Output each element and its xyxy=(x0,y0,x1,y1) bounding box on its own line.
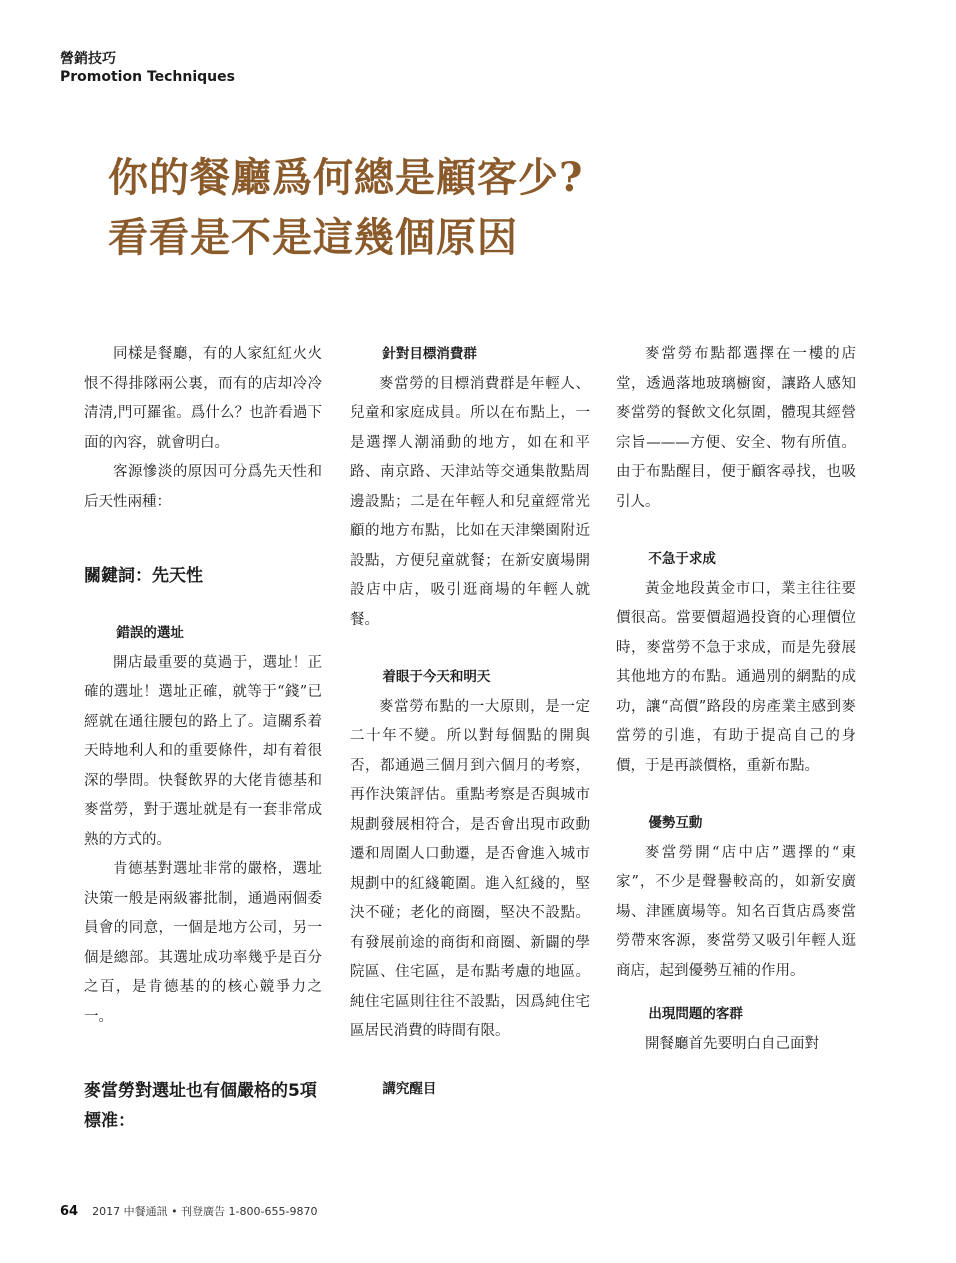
paragraph: 麥當勞布點都選擇在一樓的店堂，透過落地玻璃櫥窗，讓路人感知麥當勞的餐飲文化氛圍，體現其經營宗旨———方便、安全、物有所值。由于布點醒目，便于顧客尋找，也吸引人。 xyxy=(616,346,856,510)
keyword-heading: 關鍵詞：先天性 xyxy=(84,566,203,586)
column-2 xyxy=(350,340,590,1104)
subheading: 講究醒目 xyxy=(382,1080,437,1097)
section-title-en: Promotion Techniques xyxy=(60,69,235,85)
paragraph: 開餐廳首先要明白自己面對 xyxy=(645,1035,819,1052)
footer-text: 2017 中餐通訊 • 刊登廣告 1-800-655-9870 xyxy=(92,1205,318,1218)
keyword-heading: 麥當勞對選址也有個嚴格的5項標准： xyxy=(84,1081,317,1131)
section-header xyxy=(60,50,235,86)
paragraph: 麥當勞的目標消費群是年輕人、兒童和家庭成員。所以在布點上，一是選擇人潮涌動的地方，如在和平路、南京路、天津站等交通集散點周邊設點；二是在年輕人和兒童經常光顧的地方布點，比如在天津樂園附近設點，方便兒童就餐；在新安廣場開設店中店，吸引逛商場的年輕人就餐。 xyxy=(350,375,590,628)
paragraph: 肯德基對選址非常的嚴格，選址決策一般是兩級審批制，通過兩個委員會的同意，一個是地方公司，另一個是總部。其選址成功率幾乎是百分之百，是肯德基的的核心競爭力之一。 xyxy=(84,861,322,1025)
subheading: 針對目標消費群 xyxy=(382,346,477,362)
paragraph: 麥當勞開“店中店”選擇的“東家”，不少是聲譽較高的，如新安廣場、津匯廣場等。知名百貨店爲麥當勞帶來客源，麥當勞又吸引年輕人逛商店，起到優勢互補的作用。 xyxy=(616,844,856,979)
subheading: 着眼于今天和明天 xyxy=(382,669,491,685)
column-1 xyxy=(84,340,322,1136)
subheading: 不急于求成 xyxy=(648,551,716,567)
subheading: 優勢互動 xyxy=(648,815,703,831)
paragraph: 開店最重要的莫過于，選址！正確的選址！選址正確，就等于“錢”已經就在通往腰包的路上了。這關系着天時地利人和的重要條件，却有着很深的學問。快餐飲界的大佬肯德基和麥當勞，對于選址就是有一套非常成熟的方式的。 xyxy=(84,654,322,848)
paragraph: 同樣是餐廳，有的人家紅紅火火恨不得排隊兩公裏，而有的店却冷冷清清,門可羅雀。爲什么？也許看過下面的內容，就會明白。 xyxy=(84,346,322,451)
subheading: 錯誤的選址 xyxy=(116,625,184,641)
column-3 xyxy=(616,340,856,1059)
article-title xyxy=(108,148,868,268)
paragraph: 客源慘淡的原因可分爲先天性和后天性兩種： xyxy=(84,464,322,510)
title-line-2: 看看是不是這幾個原因 xyxy=(108,214,518,261)
page-number: 64 xyxy=(60,1204,79,1219)
subheading: 出現問題的客群 xyxy=(648,1006,743,1022)
paragraph: 麥當勞布點的一大原則，是一定二十年不變。所以對每個點的開與否，都通過三個月到六個月的考察，再作決策評估。重點考察是否與城市規劃發展相符合，是否會出現市政動遷和周圍人口動遷，是否會進入城市規劃中的紅綫範圍。進入紅綫的，堅決不碰；老化的商圈，堅决不設點。有發展前途的商街和商圈、新闢的學院區、住宅區，是布點考慮的地區。純住宅區則往往不設點，因爲純住宅區居民消費的時間有限。 xyxy=(350,698,590,1039)
title-line-1: 你的餐廳爲何總是顧客少? xyxy=(108,154,584,201)
section-title-zh: 營銷技巧 xyxy=(60,51,116,67)
page-footer xyxy=(60,1203,317,1219)
paragraph: 黃金地段黃金市口，業主往往要價很高。當要價超過投資的心理價位時，麥當勞不急于求成，而是先發展其他地方的布點。通過別的網點的成功，讓“高價”路段的房產業主感到麥當勞的引進，有助于提高自己的身價，于是再談價格，重新布點。 xyxy=(616,580,856,774)
